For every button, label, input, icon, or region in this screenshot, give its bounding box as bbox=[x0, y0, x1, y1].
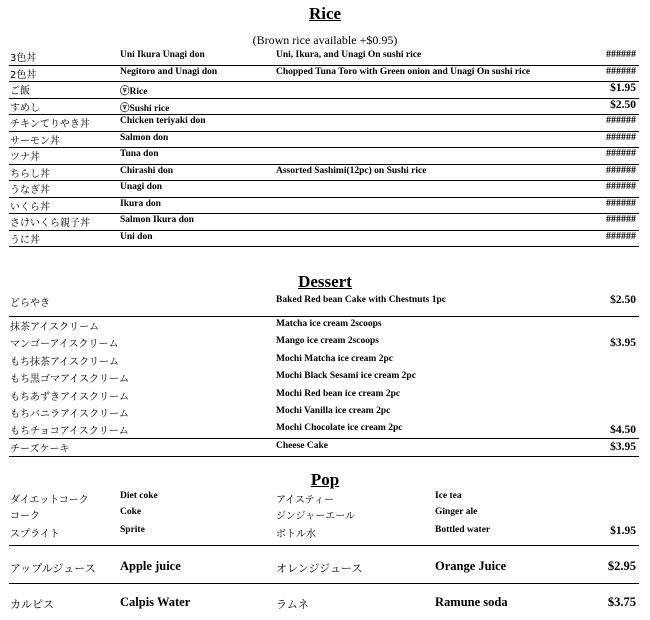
brown-rice-note: (Brown rice available +$0.95) bbox=[252, 33, 398, 47]
pop-item-jp: スプライト bbox=[10, 529, 60, 540]
rice-item-desc: Assorted Sashimi(12pc) on Sushi rice bbox=[276, 165, 427, 176]
pop-item-price: $3.75 bbox=[607, 595, 636, 609]
dessert-item-desc: Baked Red bean Cake with Chestnuts 1pc bbox=[276, 295, 446, 305]
rice-item-jp: サーモン丼 bbox=[10, 135, 60, 147]
rice-item-price: ###### bbox=[606, 65, 636, 77]
pop-item-name: Sprite bbox=[120, 525, 145, 535]
dessert-item-desc: Mango ice cream 2scoops bbox=[276, 336, 379, 346]
rice-heading: Rice bbox=[308, 4, 342, 23]
rice-item-name: Ikura don bbox=[120, 198, 161, 209]
rice-item-price: ###### bbox=[606, 115, 636, 126]
pop-item-name: Apple juice bbox=[120, 559, 181, 573]
dessert-item-price: $3.95 bbox=[610, 441, 636, 453]
rice-item-price: $1.95 bbox=[610, 82, 636, 94]
row-divider bbox=[9, 147, 639, 148]
rice-item-price: $2.50 bbox=[610, 98, 636, 111]
pop-item-name: Coke bbox=[120, 507, 142, 517]
pop-item-price: $1.95 bbox=[610, 525, 636, 537]
rice-item-jp: チキンてりやき丼 bbox=[10, 119, 90, 130]
rice-item-price: ###### bbox=[606, 230, 636, 242]
pop-item-jp: ダイエットコーク bbox=[10, 495, 89, 506]
dessert-item-price: $3.95 bbox=[610, 337, 636, 349]
rice-item-name: Uni don bbox=[120, 231, 153, 242]
row-divider bbox=[9, 114, 639, 115]
pop-item-jp: オレンジジュース bbox=[276, 562, 363, 575]
rice-item-name: Unagi don bbox=[120, 182, 162, 192]
dessert-item-price: $2.50 bbox=[610, 294, 636, 306]
row-divider bbox=[9, 164, 639, 165]
pop-item-name: Diet coke bbox=[120, 491, 158, 501]
rice-item-price: ###### bbox=[606, 49, 636, 60]
rice-item-jp: ちらし丼 bbox=[10, 168, 50, 180]
dessert-heading: Dessert bbox=[298, 272, 352, 291]
pop-item-name: Ginger ale bbox=[435, 507, 478, 517]
dessert-item-desc: Mochi Matcha ice cream 2pc bbox=[276, 354, 393, 364]
rice-item-jp: うに丼 bbox=[10, 234, 40, 246]
pop-item-jp: アイスティー bbox=[276, 495, 334, 506]
row-divider bbox=[9, 81, 639, 82]
dessert-item-jp: もち抹茶アイスクリーム bbox=[10, 357, 119, 368]
dessert-item-desc: Mochi Black Sesami ice cream 2pc bbox=[276, 371, 416, 381]
rice-item-name: Negitoro and Unagi don bbox=[120, 66, 218, 77]
dessert-item-jp: もちあずきアイスクリーム bbox=[10, 392, 129, 403]
pop-item-name: Bottled water bbox=[435, 525, 491, 535]
pop-heading: Pop bbox=[310, 470, 340, 489]
pop-item-name: Calpis Water bbox=[120, 595, 191, 609]
pop-item-jp: ラムネ bbox=[276, 598, 309, 611]
row-divider bbox=[9, 316, 639, 317]
rice-item-jp: すめし bbox=[10, 102, 40, 114]
pop-item-name: Orange Juice bbox=[435, 559, 507, 573]
rice-item-desc: Chopped Tuna Toro with Green onion and Unagi On sushi rice bbox=[276, 66, 531, 77]
dessert-item-desc: Mochi Red bean ice cream 2pc bbox=[276, 389, 401, 399]
row-divider bbox=[9, 246, 639, 247]
rice-item-name: Tuna don bbox=[120, 149, 159, 159]
row-divider bbox=[9, 213, 639, 214]
dessert-item-price: $4.50 bbox=[610, 424, 636, 436]
row-divider bbox=[9, 197, 639, 198]
dessert-item-desc: Cheese Cake bbox=[276, 441, 328, 451]
row-divider bbox=[9, 583, 639, 584]
rice-item-price: ###### bbox=[606, 148, 636, 159]
row-divider bbox=[9, 438, 639, 439]
row-divider bbox=[9, 98, 639, 99]
rice-item-jp: ツナ丼 bbox=[10, 152, 40, 163]
rice-item-name: Chicken teriyaki don bbox=[120, 116, 206, 126]
pop-item-jp: アップルジュース bbox=[10, 562, 96, 575]
pop-item-name: Ramune soda bbox=[435, 595, 508, 609]
rice-item-name: ⓥRice bbox=[120, 87, 148, 97]
pop-item-jp: コーク bbox=[10, 511, 40, 522]
dessert-item-desc: Matcha ice cream 2scoops bbox=[276, 319, 382, 329]
rice-item-price: ###### bbox=[606, 181, 636, 192]
rice-item-name: Uni Ikura Unagi don bbox=[120, 50, 205, 60]
rice-item-price: ###### bbox=[606, 197, 636, 209]
row-divider bbox=[9, 65, 639, 66]
rice-item-jp: 2色丼 bbox=[10, 69, 37, 81]
row-divider bbox=[9, 230, 639, 231]
rice-item-jp: ご飯 bbox=[10, 86, 30, 97]
rice-item-name: ⓥSushi rice bbox=[120, 103, 170, 114]
rice-item-jp: うなぎ丼 bbox=[10, 185, 50, 196]
pop-item-jp: ジンジャーエール bbox=[276, 511, 356, 522]
rice-item-desc: Uni, Ikura, and Unagi On sushi rice bbox=[276, 50, 422, 60]
dessert-item-jp: 抹茶アイスクリーム bbox=[10, 322, 99, 333]
row-divider bbox=[9, 545, 639, 546]
rice-item-name: Salmon don bbox=[120, 132, 169, 143]
pop-item-jp: カルピス bbox=[10, 598, 54, 611]
row-divider bbox=[9, 131, 639, 132]
dessert-item-desc: Mochi Vanilla ice cream 2pc bbox=[276, 406, 391, 416]
dessert-item-jp: もちバニラアイスクリーム bbox=[10, 409, 129, 420]
pop-item-price: $2.95 bbox=[607, 559, 636, 573]
rice-item-jp: 3色丼 bbox=[10, 53, 37, 64]
rice-item-name: Salmon Ikura don bbox=[120, 215, 194, 225]
dessert-item-jp: もち黒ゴマアイスクリーム bbox=[10, 374, 129, 385]
row-divider bbox=[9, 456, 639, 457]
dessert-item-jp: もちチョコアイスクリーム bbox=[10, 426, 129, 437]
rice-item-price: ###### bbox=[606, 131, 636, 143]
rice-item-price: ###### bbox=[606, 214, 636, 225]
row-divider bbox=[9, 180, 639, 181]
dessert-item-desc: Mochi Chocolate ice cream 2pc bbox=[276, 423, 403, 433]
pop-item-name: Ice tea bbox=[435, 491, 462, 501]
pop-item-jp: ボトル水 bbox=[276, 529, 316, 540]
dessert-item-jp: マンゴーアイスクリーム bbox=[10, 339, 119, 350]
rice-item-jp: いくら丼 bbox=[10, 201, 50, 213]
dessert-item-jp: どらやき bbox=[10, 298, 50, 309]
rice-item-price: ###### bbox=[606, 164, 636, 176]
rice-item-jp: さけいくら親子丼 bbox=[10, 218, 90, 229]
dessert-item-jp: チーズケーキ bbox=[10, 444, 70, 455]
rice-item-name: Chirashi don bbox=[120, 165, 174, 176]
